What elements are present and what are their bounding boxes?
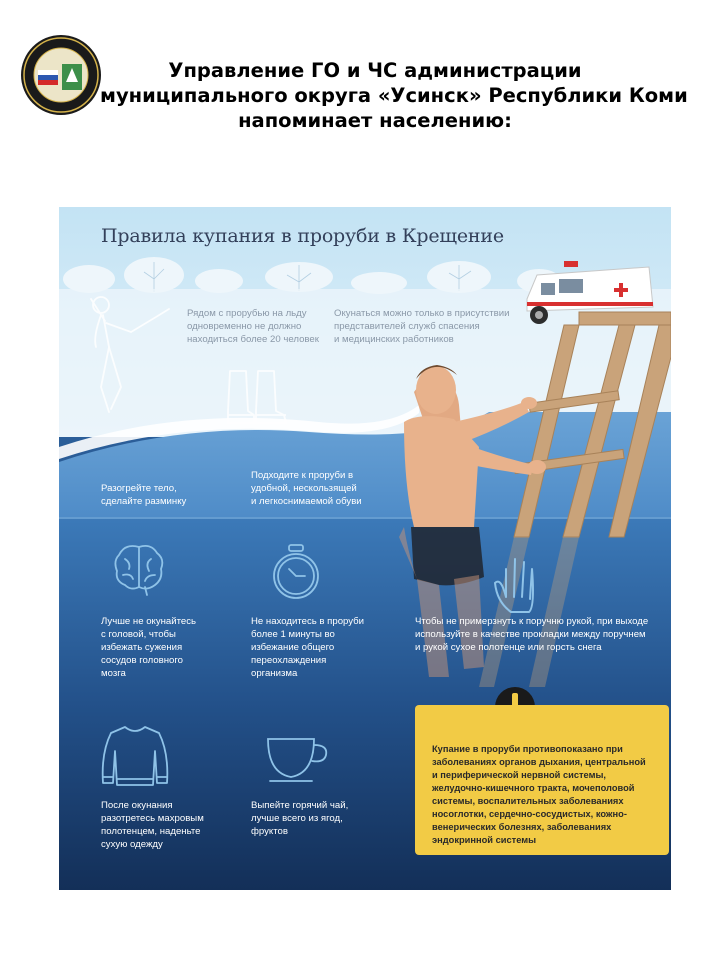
rule-minute-3: избежание общего [251,642,335,653]
page-header [100,58,688,133]
rule-head-3: избежать сужения [101,642,183,653]
rule-crowd-2: одновременно не должно [187,321,302,332]
cup-icon [264,733,332,785]
warning-line-4: желудочно-кишечного тракта, мочеполовой [432,783,635,793]
rule-crowd-1: Рядом с прорубью на льду [187,308,307,319]
rule-minute-4: переохлаждения [251,655,327,666]
rule-tea-1: Выпейте горячий чай, [251,800,349,811]
rule-head-1: Лучше не окунайтесь [101,616,197,627]
rule-shoes-1: Подходите к проруби в [251,470,354,481]
rule-minute-5: организма [251,668,298,679]
rule-handrail-3: и рукой сухое полотенце или горсть снега [415,642,602,653]
rule-towel-3: полотенцем, наденьте [101,826,201,837]
sweater-icon [99,723,171,789]
warning-text [432,743,657,847]
rule-towel-4: сухую одежду [101,839,163,850]
rule-towel-2: разотретесь махровым [101,813,204,824]
header-line-1: Управление ГО и ЧС администрации [168,59,582,82]
rule-tea-3: фруктов [251,826,288,837]
rule-staff-3: и медицинских работников [334,334,454,345]
rule-handrail-2: используйте в качестве прокладки между поручнем [415,629,646,640]
header-line-3: напоминает населению: [238,109,512,132]
warning-line-1: Купание в проруби противопоказано при [432,744,623,754]
rule-minute-2: более 1 минуты во [251,629,335,640]
warning-line-7: венерических болезнях, заболеваниях [432,822,612,832]
rule-warmup-2: сделайте разминку [101,496,187,507]
rule-minute-1: Не находитесь в проруби [251,616,365,627]
boots-icon [224,367,294,427]
rule-crowd-3: находиться более 20 человек [187,334,319,345]
warning-line-6: носоглотки, сердечно-сосудистых, кожно- [432,809,627,819]
rule-staff-1: Окунаться можно только в присутствии [334,308,510,319]
brain-icon [111,541,167,597]
stretching-person-icon [81,287,171,417]
infographic-poster [59,207,671,890]
stopwatch-icon [269,543,323,601]
rule-shoes-2: удобной, нескользящей [251,483,357,494]
warning-line-3: и периферической нервной системы, [432,770,607,780]
rule-handrail-1: Чтобы не примерзнуть к поручню рукой, при выходе [415,616,649,627]
rule-head-5: мозга [101,668,126,679]
warning-line-5: системы, воспалительных заболеваниях [432,796,624,806]
header-line-2: муниципального округа «Усинск» Республики Коми [100,84,688,107]
emblem-icon [20,34,102,116]
rule-head-4: сосудов головного [101,655,184,666]
warning-line-8: эндокринной системы [432,835,537,845]
rule-warmup-1: Разогрейте тело, [101,483,177,494]
rule-staff-2: представителей служб спасения [334,321,480,332]
warning-line-2: заболеваниях органов дыхания, центральной [432,757,646,767]
poster-title: Правила купания в проруби в Крещение [101,225,504,247]
rule-towel-1: После окунания [101,800,173,811]
rule-shoes-3: и легкоснимаемой обуви [251,496,362,507]
rule-tea-2: лучше всего из ягод, [251,813,343,824]
rule-head-2: с головой, чтобы [101,629,176,640]
